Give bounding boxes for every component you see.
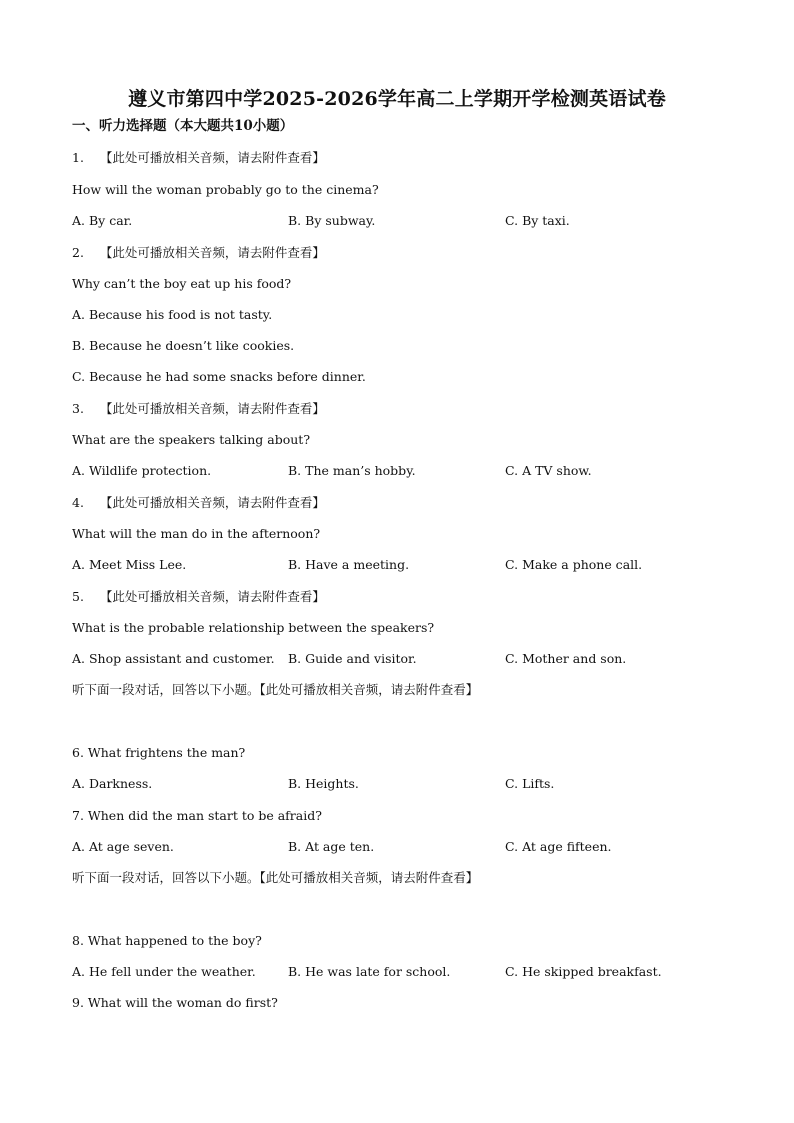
q1-option-c: C. By taxi. [505,213,570,228]
q5-option-b: B. Guide and visitor. [288,651,417,666]
q5-number: 5. [72,589,84,604]
q5-question: What is the probable relationship between the speakers? [72,620,435,635]
q3-audio-note: 【此处可播放相关音频，请去附件查看】 [99,401,325,416]
q1-number: 1. [72,150,84,165]
q2-option-a: A. Because his food is not tasty. [72,307,273,322]
q7-option-b: B. At age ten. [288,839,375,854]
q4-question: What will the man do in the afternoon? [72,526,321,541]
q2-audio-line [72,245,325,261]
exam-title: 遵义市第四中学2025-2026学年高二上学期开学检测英语试卷 [128,88,666,110]
q7-option-a: A. At age seven. [72,839,174,854]
q3-audio-line [72,401,325,417]
q6-question: 6. What frightens the man? [72,745,246,760]
q5-option-a: A. Shop assistant and customer. [72,651,275,666]
q6-option-b: B. Heights. [288,776,359,791]
q2-option-c: C. Because he had some snacks before dinner. [72,369,366,384]
q3-number: 3. [72,401,84,416]
q2-number: 2. [72,245,84,260]
q1-audio-note: 【此处可播放相关音频，请去附件查看】 [99,150,325,165]
q9-question: 9. What will the woman do first? [72,995,278,1010]
q2-option-b: B. Because he doesn’t like cookies. [72,338,295,353]
q3-option-b: B. The man’s hobby. [288,463,416,478]
q3-option-c: C. A TV show. [505,463,592,478]
q8-option-b: B. He was late for school. [288,964,451,979]
q6-option-a: A. Darkness. [72,776,153,791]
section-heading: 一、听力选择题（本大题共10小题） [72,118,294,134]
q1-option-b: B. By subway. [288,213,376,228]
dialogue-intro-1: 听下面一段对话，回答以下小题。【此处可播放相关音频，请去附件查看】 [72,682,479,697]
q4-option-a: A. Meet Miss Lee. [72,557,187,572]
q1-audio-line [72,150,325,166]
dialogue-intro-2: 听下面一段对话，回答以下小题。【此处可播放相关音频，请去附件查看】 [72,870,479,885]
q4-number: 4. [72,495,84,510]
q4-audio-note: 【此处可播放相关音频，请去附件查看】 [99,495,325,510]
q8-option-a: A. He fell under the weather. [72,964,256,979]
q3-question: What are the speakers talking about? [72,432,311,447]
q3-option-a: A. Wildlife protection. [72,463,212,478]
q7-option-c: C. At age fifteen. [505,839,612,854]
q2-audio-note: 【此处可播放相关音频，请去附件查看】 [99,245,325,260]
q5-option-c: C. Mother and son. [505,651,627,666]
q4-option-c: C. Make a phone call. [505,557,643,572]
q4-audio-line [72,495,325,511]
q6-option-c: C. Lifts. [505,776,555,791]
q8-option-c: C. He skipped breakfast. [505,964,662,979]
q5-audio-line [72,589,325,605]
q7-question: 7. When did the man start to be afraid? [72,808,322,823]
q2-question: Why can’t the boy eat up his food? [72,276,292,291]
q4-option-b: B. Have a meeting. [288,557,410,572]
q1-option-a: A. By car. [72,213,133,228]
q1-question: How will the woman probably go to the cinema? [72,182,379,197]
q8-question: 8. What happened to the boy? [72,933,262,948]
q5-audio-note: 【此处可播放相关音频，请去附件查看】 [99,589,325,604]
